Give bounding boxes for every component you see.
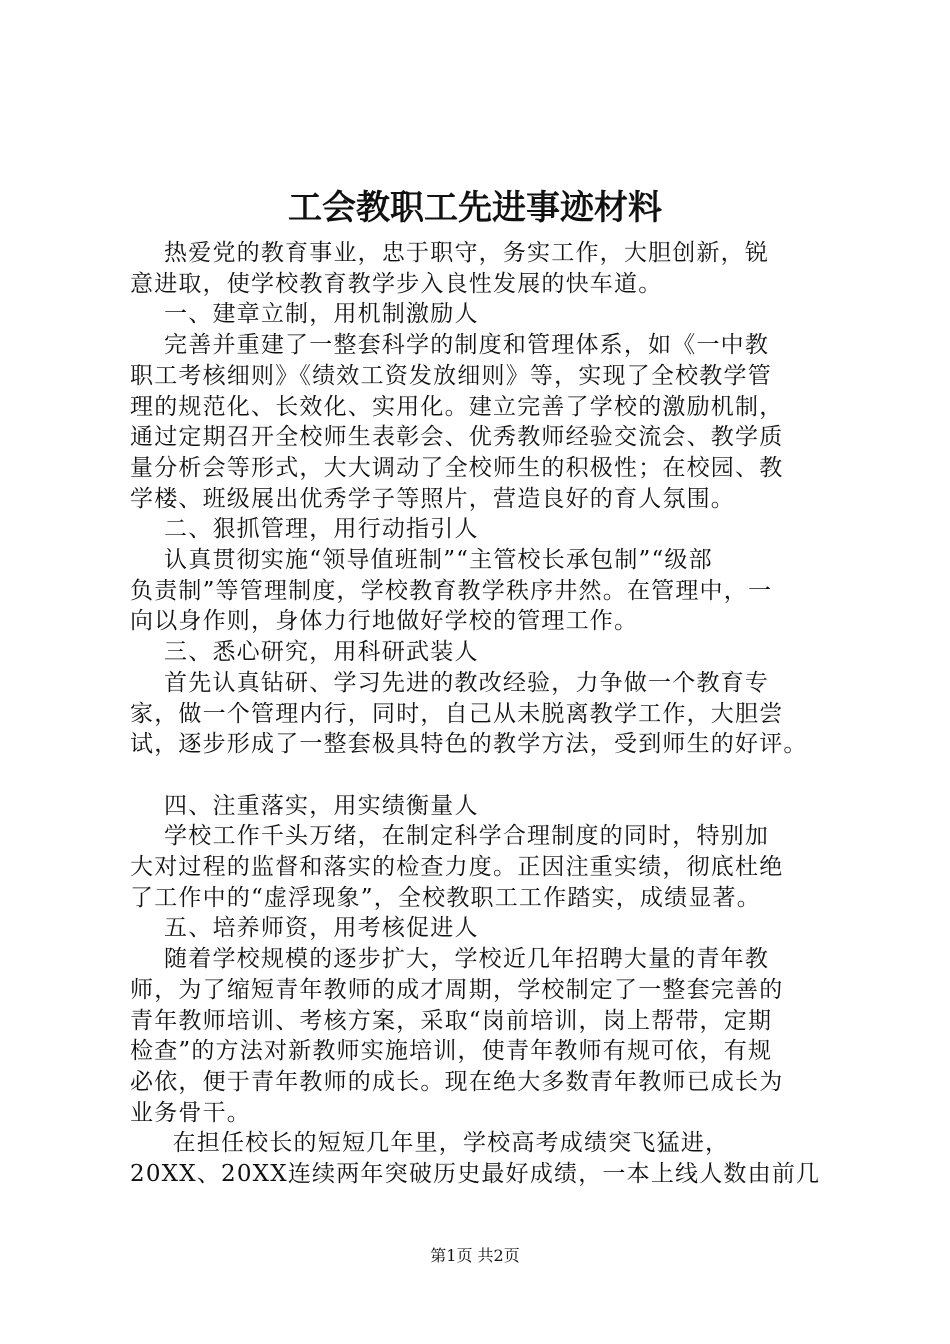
text-line: 四、注重落实，用实绩衡量人	[130, 792, 479, 819]
text-line: 理的规范化、长效化、实用化。建立完善了学校的激励机制，	[130, 393, 784, 420]
text-line: 三、悉心研究，用科研武装人	[130, 639, 479, 666]
text-line: 20XX、20XX连续两年突破历史最好成绩，一本上线人数由前几	[130, 1161, 821, 1188]
page-footer: 第1页 共2页	[430, 1246, 520, 1265]
text-line: 量分析会等形式，大大调动了全校师生的积极性；在校园、教	[130, 454, 784, 481]
text-line: 完善并重建了一整套科学的制度和管理体系，如《一中教	[130, 332, 770, 359]
text-line: 检查”的方法对新教师实施培训，使青年教师有规可依，有规	[130, 1038, 773, 1065]
text-line: 向以身作则，身体力行地做好学校的管理工作。	[130, 608, 639, 635]
text-line: 在担任校长的短短几年里，学校高考成绩突飞猛进，	[130, 1130, 730, 1157]
document-body	[130, 238, 832, 1190]
text-line: 五、培养师资，用考核促进人	[130, 915, 479, 942]
text-line: 热爱党的教育事业，忠于职守，务实工作，大胆创新，锐	[130, 240, 770, 266]
text-line: 认真贯彻实施“领导值班制”“主管校长承包制”“级部	[130, 547, 713, 574]
text-line: 意进取，使学校教育教学步入良性发展的快车道。	[130, 270, 663, 297]
text-line: 通过定期召开全校师生表彰会、优秀教师经验交流会、教学质	[130, 424, 784, 451]
text-line: 学楼、班级展出优秀学子等照片，营造良好的育人氛围。	[130, 485, 735, 512]
text-line: 家，做一个管理内行，同时，自己从未脱离教学工作，大胆尝	[130, 700, 784, 727]
text-line: 必依，便于青年教师的成长。现在绝大多数青年教师已成长为	[130, 1068, 784, 1095]
text-line: 业务骨干。	[130, 1099, 251, 1126]
document-title: 工会教职工先进事迹材料	[288, 188, 662, 228]
text-line: 职工考核细则》《绩效工资发放细则》等，实现了全校教学管	[130, 362, 772, 389]
text-line: 二、狠抓管理，用行动指引人	[130, 516, 479, 543]
text-line: 了工作中的“虚浮现象”，全校教职工工作踏实，成绩显著。	[130, 884, 761, 911]
blank-line	[130, 760, 832, 791]
text-line: 首先认真钻研、学习先进的教改经验，力争做一个教育专	[130, 669, 770, 696]
text-line: 师，为了缩短青年教师的成才周期，学校制定了一整套完善的	[130, 976, 784, 1003]
text-line: 一、建章立制，用机制激励人	[130, 301, 479, 328]
text-line: 随着学校规模的逐步扩大，学校近几年招聘大量的青年教	[130, 946, 770, 973]
text-line: 学校工作千头万绪，在制定科学合理制度的同时，特别加	[130, 823, 770, 850]
text-line: 负责制”等管理制度，学校教育教学秩序井然。在管理中，一	[130, 577, 773, 604]
text-line: 大对过程的监督和落实的检查力度。正因注重实绩，彻底杜绝	[130, 854, 784, 881]
text-line: 试，逐步形成了一整套极具特色的教学方法，受到师生的好评。	[130, 731, 808, 758]
text-line: 青年教师培训、考核方案，采取“岗前培训，岗上帮带，定期	[130, 1007, 773, 1034]
